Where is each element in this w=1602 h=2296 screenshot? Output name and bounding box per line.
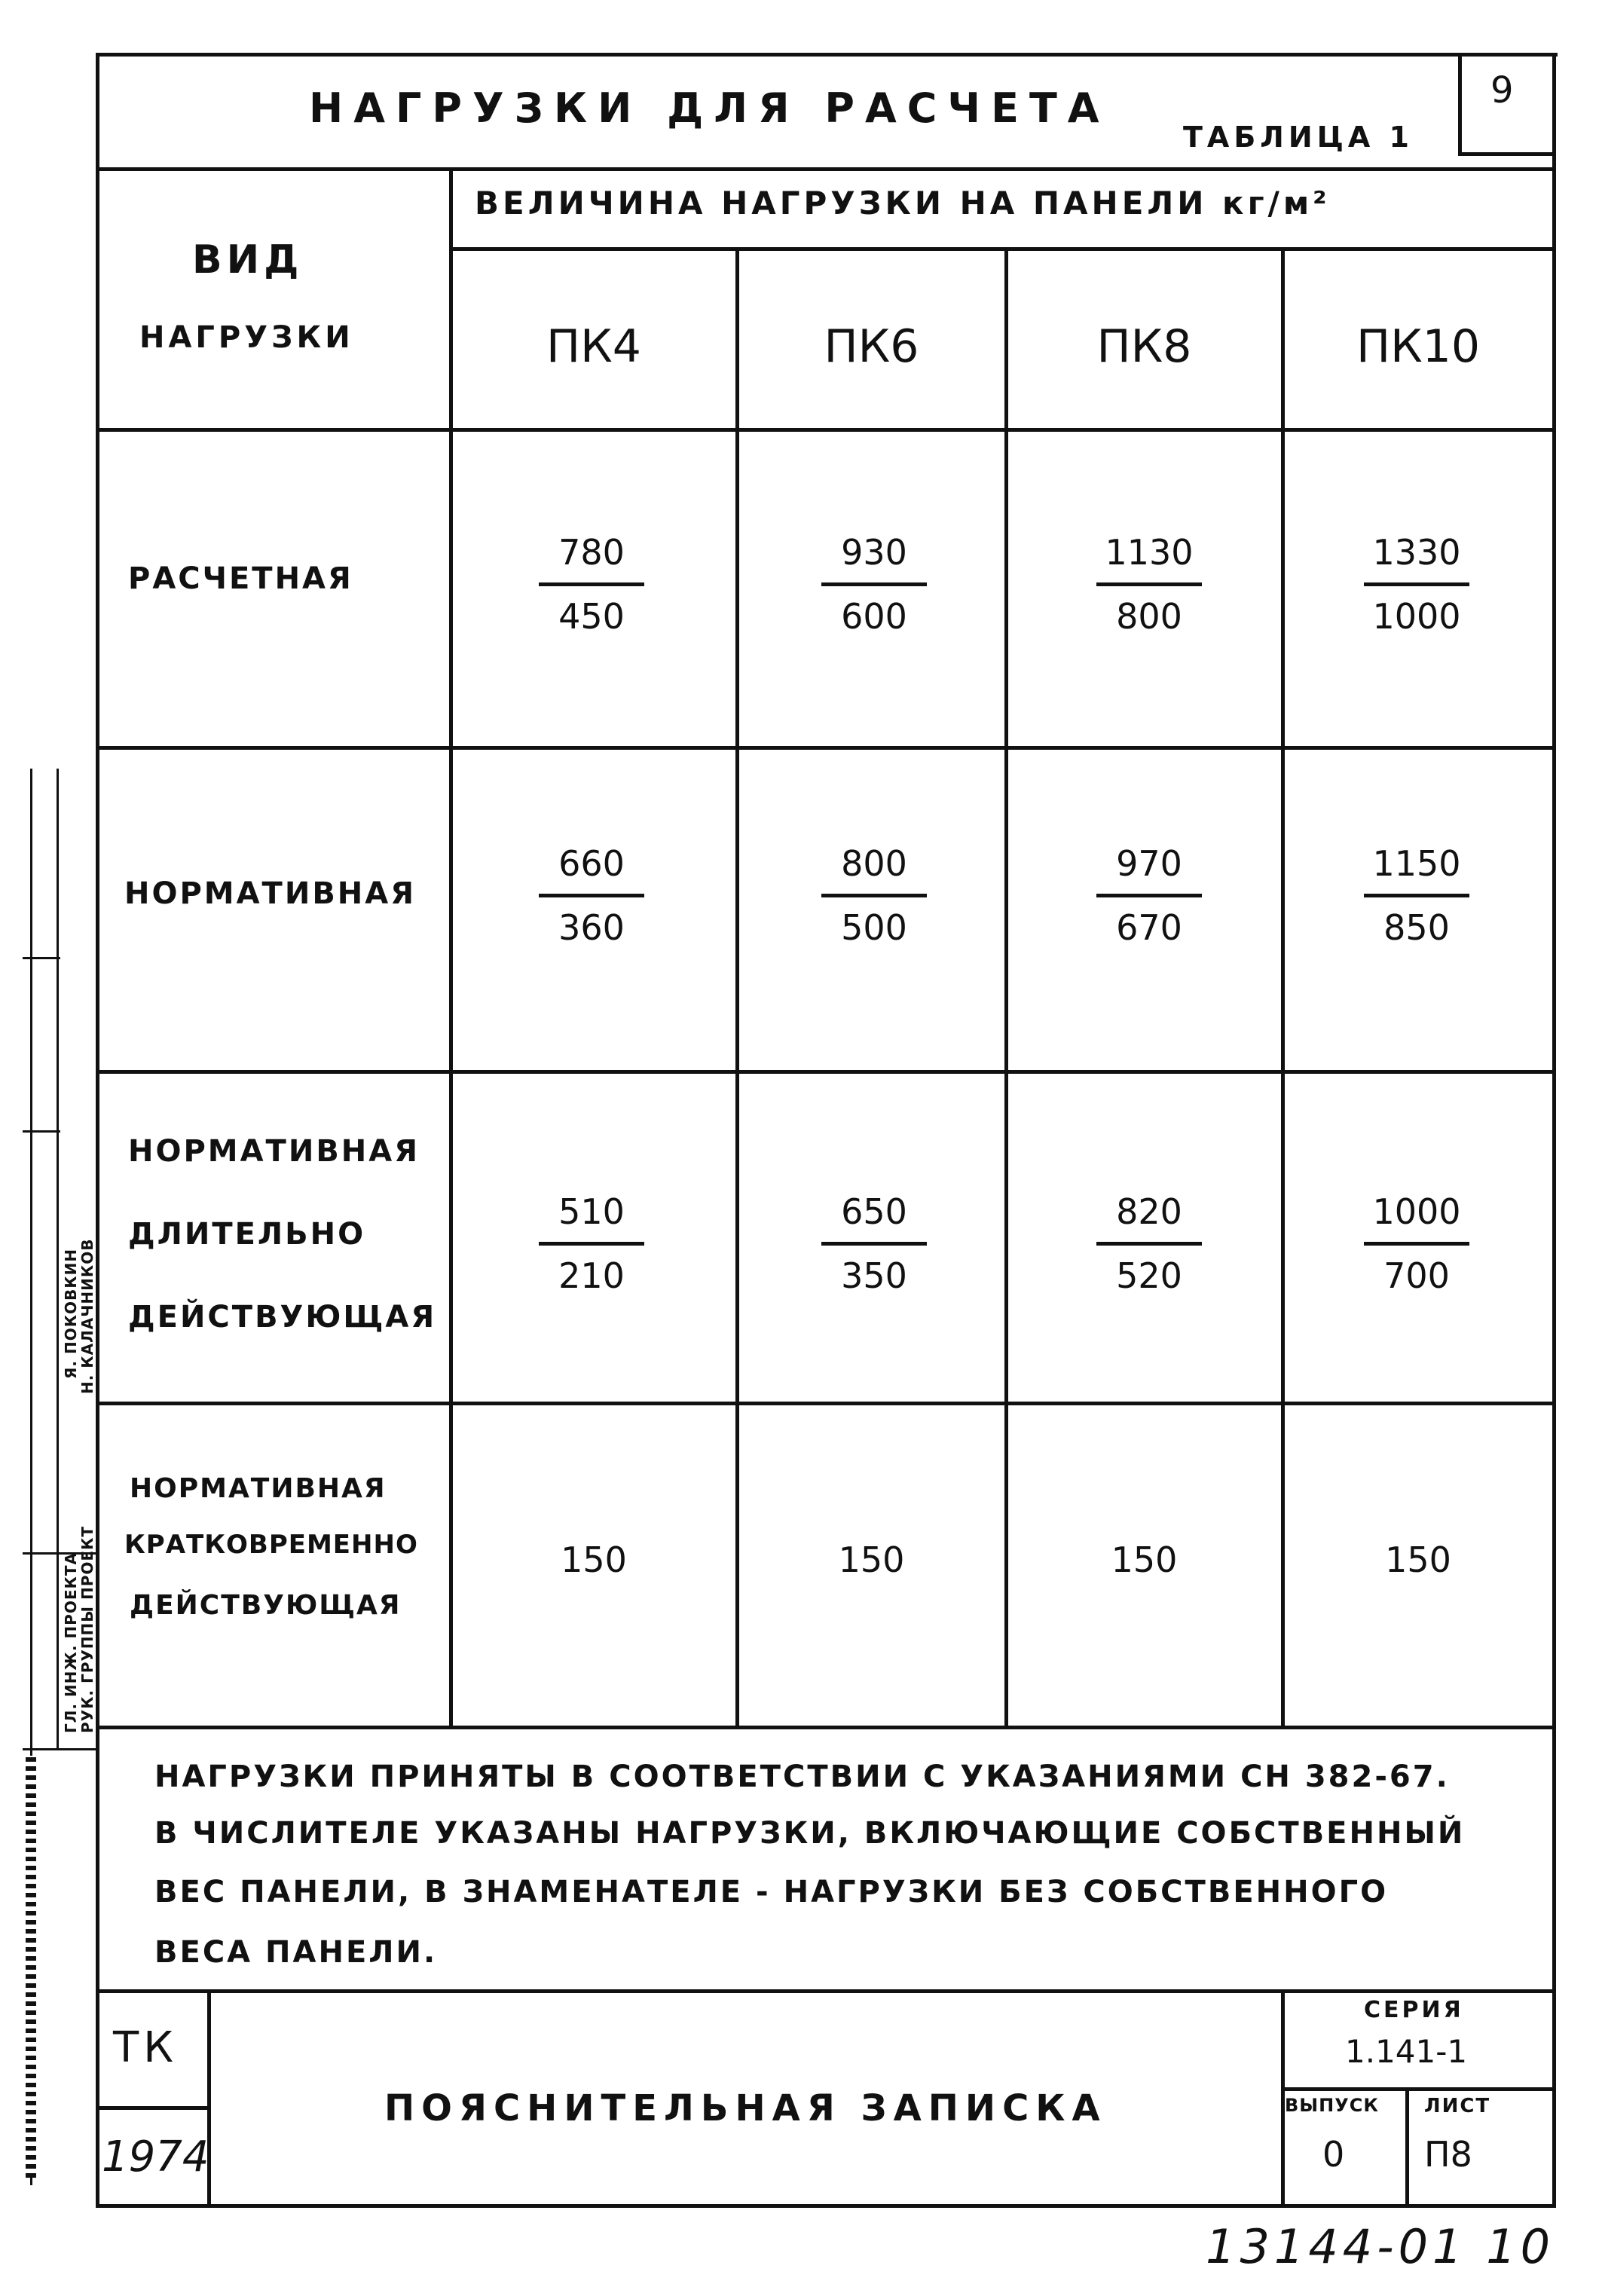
numerator: 820 xyxy=(1116,1191,1182,1232)
issue-label: ВЫПУСК xyxy=(1285,2095,1379,2116)
table-col-div-0 xyxy=(449,167,453,1729)
stamp-tick-4 xyxy=(23,1748,96,1750)
column-header-pk6: ПК6 xyxy=(824,320,919,373)
table-cell-r4-pk4: 150 xyxy=(561,1539,627,1580)
bottom-code: 13144-01 10 xyxy=(1206,2219,1555,2274)
title-block-code: ТК xyxy=(113,2023,178,2072)
row-header-line1: ВИД xyxy=(192,237,304,283)
stamp-line-inner xyxy=(57,769,59,1748)
denominator: 700 xyxy=(1383,1255,1450,1296)
numerator: 650 xyxy=(841,1191,907,1232)
series-value: 1.141-1 xyxy=(1345,2033,1468,2070)
row-label-dlit-line2: ДЛИТЕЛЬНО xyxy=(128,1217,366,1252)
fraction-bar xyxy=(1096,894,1202,897)
note-line-1: НАГРУЗКИ ПРИНЯТЫ В СООТВЕТСТВИИ С УКАЗАНИЯМИ СН 382-67. xyxy=(154,1759,1450,1794)
page-title: НАГРУЗКИ ДЛЯ РАСЧЕТА xyxy=(309,84,1110,132)
table-col-div-3 xyxy=(1281,247,1285,1729)
fraction-bar xyxy=(1096,582,1202,586)
numerator: 1330 xyxy=(1372,532,1461,573)
stamp-label-3: Я. ПОКОВКИН xyxy=(62,1248,80,1379)
note-line-2: В ЧИСЛИТЕЛЕ УКАЗАНЫ НАГРУЗКИ, ВКЛЮЧАЮЩИЕ СОБСТВЕННЫЙ xyxy=(154,1816,1466,1851)
issue-value: 0 xyxy=(1322,2134,1345,2175)
table-cell-r1-pk10 xyxy=(1364,531,1469,637)
denominator: 350 xyxy=(841,1255,907,1296)
table-col-div-1 xyxy=(735,247,739,1729)
table-cell-r3-pk6 xyxy=(821,1191,927,1297)
table-cell-r1-pk8 xyxy=(1096,531,1202,637)
table-label: ТАБЛИЦА 1 xyxy=(1183,121,1414,154)
table-cell-r1-pk4 xyxy=(539,531,644,637)
numerator: 780 xyxy=(558,532,625,573)
row-label-dlit-line3: ДЕЙСТВУЮЩАЯ xyxy=(128,1300,437,1334)
denominator: 600 xyxy=(841,596,907,637)
table-cell-r1-pk6 xyxy=(821,531,927,637)
title-block-year: 1974 xyxy=(102,2132,209,2181)
numerator: 1000 xyxy=(1372,1191,1461,1232)
column-header-pk4: ПК4 xyxy=(546,320,641,373)
frame-right xyxy=(1552,53,1556,2208)
title-block-code-mid xyxy=(96,2106,209,2110)
row-divider-1 xyxy=(96,746,1556,750)
fraction-bar xyxy=(821,582,927,586)
table-cell-r3-pk10 xyxy=(1364,1191,1469,1297)
numerator: 510 xyxy=(558,1191,625,1232)
sheet-label: ЛИСТ xyxy=(1424,2095,1491,2117)
stamp-label-2: РУК. ГРУППЫ ПРОЕКТ xyxy=(78,1525,96,1733)
row-label-dlit-line1: НОРМАТИВНАЯ xyxy=(128,1134,420,1169)
stamp-tick-1 xyxy=(23,957,60,959)
numerator: 1150 xyxy=(1372,843,1461,884)
denominator: 450 xyxy=(558,596,625,637)
table-cell-r2-pk4 xyxy=(539,842,644,949)
table-header-bottom xyxy=(96,428,1556,432)
table-cell-r2-pk10 xyxy=(1364,842,1469,949)
group-header-divider xyxy=(452,247,1554,251)
table-cell-r3-pk4 xyxy=(539,1191,644,1297)
row-divider-2 xyxy=(96,1070,1556,1074)
page-number: 9 xyxy=(1490,69,1514,112)
row-header-line2: НАГРУЗКИ xyxy=(139,320,354,355)
table-cell-r2-pk8 xyxy=(1096,842,1202,949)
denominator: 360 xyxy=(558,907,625,948)
denominator: 1000 xyxy=(1372,596,1461,637)
frame-left xyxy=(96,53,99,2208)
row-label-krat-line2: КРАТКОВРЕМЕННО xyxy=(124,1530,418,1560)
frame-bottom xyxy=(96,2204,1556,2208)
table-bottom xyxy=(96,1726,1556,1729)
stamp-hatching xyxy=(26,1756,36,2178)
stamp-label-1: ГЛ. ИНЖ. ПРОЕКТА xyxy=(62,1552,80,1733)
fraction-bar xyxy=(539,582,644,586)
header-divider xyxy=(96,167,1556,171)
numerator: 1130 xyxy=(1105,532,1194,573)
denominator: 210 xyxy=(558,1255,625,1296)
title-block-top xyxy=(96,1989,1556,1993)
row-label-krat-line3: ДЕЙСТВУЮЩАЯ xyxy=(130,1590,402,1621)
note-line-4: ВЕСА ПАНЕЛИ. xyxy=(154,1935,438,1970)
fraction-bar xyxy=(821,894,927,897)
column-header-pk10: ПК10 xyxy=(1356,320,1481,373)
table-col-div-2 xyxy=(1004,247,1008,1729)
table-cell-r4-pk8: 150 xyxy=(1111,1539,1178,1580)
column-header-pk8: ПК8 xyxy=(1096,320,1192,373)
row-label-krat-line1: НОРМАТИВНАЯ xyxy=(130,1473,387,1504)
fraction-bar xyxy=(1364,582,1469,586)
frame-top xyxy=(96,53,1558,57)
title-block-series-mid xyxy=(1281,2087,1556,2091)
fraction-bar xyxy=(1096,1242,1202,1246)
fraction-bar xyxy=(1364,1242,1469,1246)
numerator: 660 xyxy=(558,843,625,884)
table-cell-r4-pk6: 150 xyxy=(838,1539,905,1580)
row-divider-3 xyxy=(96,1402,1556,1405)
denominator: 670 xyxy=(1116,907,1182,948)
note-line-3: ВЕС ПАНЕЛИ, В ЗНАМЕНАТЕЛЕ - НАГРУЗКИ БЕЗ СОБСТВЕННОГО xyxy=(154,1875,1389,1909)
title-block-sheet-div xyxy=(1405,2087,1409,2208)
table-cell-r2-pk6 xyxy=(821,842,927,949)
denominator: 520 xyxy=(1116,1255,1182,1296)
group-header: ВЕЛИЧИНА НАГРУЗКИ НА ПАНЕЛИ кг/м² xyxy=(475,185,1331,222)
fraction-bar xyxy=(821,1242,927,1246)
denominator: 500 xyxy=(841,907,907,948)
sheet-value: П8 xyxy=(1424,2134,1472,2175)
title-block-doc-title: ПОЯСНИТЕЛЬНАЯ ЗАПИСКА xyxy=(384,2087,1107,2129)
numerator: 970 xyxy=(1116,843,1182,884)
fraction-bar xyxy=(539,1242,644,1246)
stamp-label-4: Н. КАЛАЧНИКОВ xyxy=(78,1238,96,1394)
series-label: СЕРИЯ xyxy=(1364,1997,1464,2023)
numerator: 930 xyxy=(841,532,907,573)
fraction-bar xyxy=(539,894,644,897)
fraction-bar xyxy=(1364,894,1469,897)
denominator: 800 xyxy=(1116,596,1182,637)
denominator: 850 xyxy=(1383,907,1450,948)
table-cell-r4-pk10: 150 xyxy=(1385,1539,1451,1580)
row-label-normativnaya: НОРМАТИВНАЯ xyxy=(124,876,417,911)
row-label-raschetnaya: РАСЧЕТНАЯ xyxy=(128,561,353,596)
numerator: 800 xyxy=(841,843,907,884)
stamp-tick-2 xyxy=(23,1130,60,1133)
table-cell-r3-pk8 xyxy=(1096,1191,1202,1297)
